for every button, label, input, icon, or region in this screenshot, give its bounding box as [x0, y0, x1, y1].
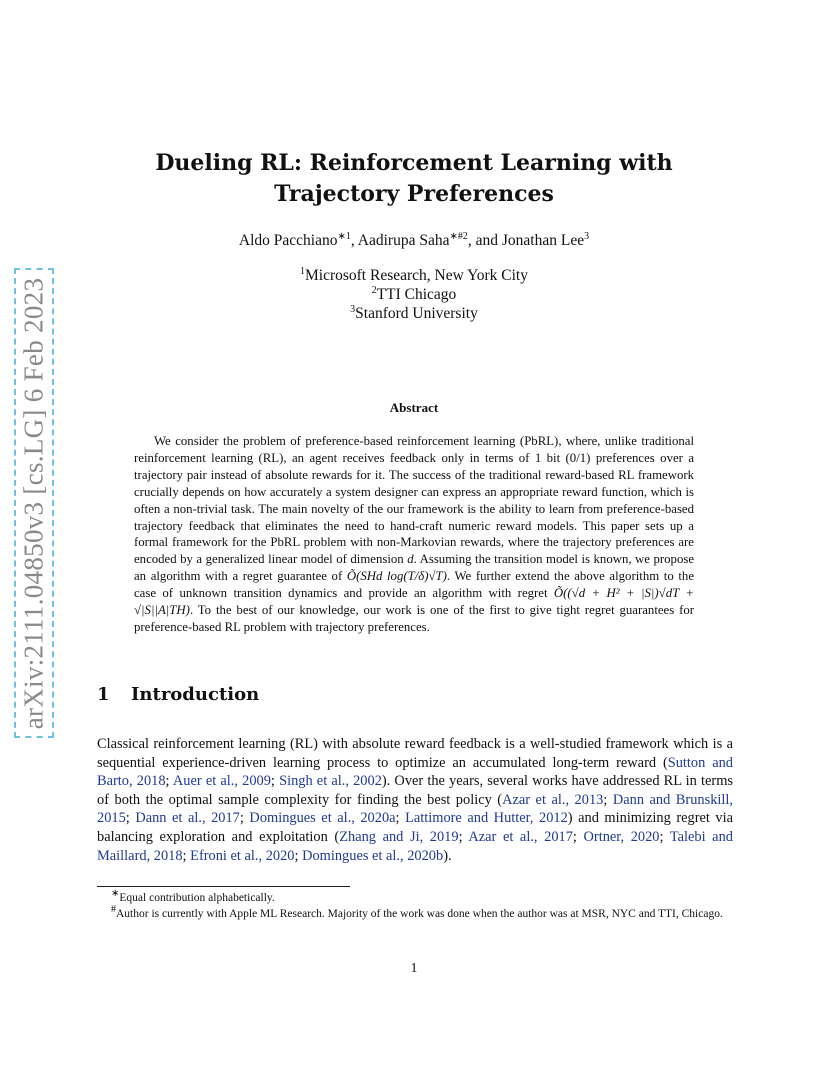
citation-link[interactable]: Efroni et al., 2020	[190, 847, 295, 864]
author-name: Aldo Pacchiano	[238, 232, 338, 249]
citation-link[interactable]: Azar et al., 2017	[468, 828, 573, 845]
section-number: 1	[97, 684, 110, 705]
author-separator: , and	[467, 232, 502, 249]
abstract-text: . To the best of our knowledge, our work is one of the first to give tight regret guarantees for preference-based RL problem with trajectory preferences.	[134, 603, 694, 634]
author-separator: ,	[350, 232, 358, 249]
citation-link[interactable]: Dann and Brunskill, 2015	[97, 791, 733, 827]
author-mark: ∗1	[337, 230, 351, 242]
section-heading	[97, 684, 259, 705]
affiliation-number: 3	[350, 303, 356, 315]
citation-link[interactable]: Dann et al., 2017	[135, 810, 240, 827]
arxiv-watermark	[14, 268, 54, 738]
footnote-2	[97, 903, 733, 923]
dimension-symbol: d	[407, 552, 414, 567]
section-title: Introduction	[131, 684, 260, 705]
citation-link[interactable]: Zhang and Ji, 2019	[339, 828, 459, 845]
author-mark: 3	[584, 230, 590, 242]
abstract-heading: Abstract	[389, 400, 439, 415]
affiliation-name: Stanford University	[355, 305, 478, 322]
footnote-mark: ∗	[111, 888, 120, 900]
abstract-body	[134, 433, 694, 636]
citation-link[interactable]: Azar et al., 2013	[502, 791, 604, 808]
citation-link[interactable]: Auer et al., 2009	[172, 773, 271, 790]
footnote-1	[97, 888, 733, 907]
author-mark: ∗#2	[449, 230, 468, 242]
abstract-text: . We further extend the above algorithm to the case of unknown transition dynamics and provide an algorithm with regret	[134, 569, 694, 601]
abstract-text: We consider the problem of preference-based reinforcement learning (PbRL), where, unlike traditional reinforcement learning (RL), an agent receives feedback only in terms of 1 bit (0/1) preferences over a trajectory pair instead of absolute rewards for it. The success of the traditional reward-based RL framework crucially depends on how accurately a system designer can express an appropriate reward function, which is often a non-trivial task. The main novelty of the our framework is the ability to learn from preference-based trajectory feedback that eliminates the need to hand-craft numeric reward models. This paper sets up a formal framework for the PbRL problem with non-Markovian rewards, where the trajectory preferences are encoded by a generalized linear model of dimension	[134, 434, 694, 567]
intro-text: Classical reinforcement learning (RL) with absolute reward feedback is a well-studied framework which is a sequential experience-driven learning process to optimize an accumulated long-term reward (	[97, 736, 733, 771]
affiliation	[0, 285, 828, 304]
citation-link[interactable]: Talebi and Maillard, 2018	[97, 828, 733, 864]
citation-link[interactable]: Domingues et al., 2020b	[302, 847, 444, 864]
affiliation	[0, 304, 828, 323]
title-line-1: Dueling RL: Reinforcement Learning with	[155, 150, 673, 176]
paper-title	[0, 148, 828, 210]
regret-bound-unknown: Õ((√d + H² + |S|)√dT + √|S||A|TH)	[134, 586, 694, 618]
citation-link[interactable]: Ortner, 2020	[583, 828, 660, 845]
page-number: 1	[410, 961, 418, 976]
abstract-text: . Assuming the transition model is known, we propose an algorithm with a regret guarantee of	[134, 552, 694, 584]
affiliation-number: 1	[299, 265, 305, 277]
intro-text: ) and minimizing regret via balancing exploration and exploitation (	[97, 810, 733, 845]
title-line-2: Trajectory Preferences	[274, 181, 554, 207]
author-list	[0, 232, 828, 250]
affiliation-name: Microsoft Research, New York City	[304, 267, 528, 284]
regret-bound-known: Õ(SHd log(T/δ)√T)	[346, 569, 447, 584]
footnote-text: Author is currently with Apple ML Research. Majority of the work was done when the author was at MSR, NYC and TTI, Chicago.	[116, 907, 723, 920]
affiliation	[0, 266, 828, 285]
author-name: Aadirupa Saha	[357, 232, 450, 249]
citation-link[interactable]: Sutton and Barto, 2018	[97, 754, 733, 790]
citation-link[interactable]: Lattimore and Hutter, 2012	[405, 810, 568, 827]
footnotes	[97, 888, 733, 922]
citation-link[interactable]: Domingues et al., 2020a	[249, 810, 396, 827]
citation-link[interactable]: Singh et al., 2002	[279, 773, 382, 790]
affiliation-name: TTI Chicago	[376, 286, 457, 303]
affiliations	[0, 266, 828, 323]
intro-text: ). Over the years, several works have addressed RL in terms of both the optimal sample complexity for finding the best policy (	[97, 773, 733, 808]
arxiv-id-text: arXiv:2111.04850v3 [cs.LG] 6 Feb 2023	[18, 277, 49, 729]
affiliation-number: 2	[371, 284, 377, 296]
intro-text: ).	[443, 847, 452, 864]
footnote-mark: #	[111, 903, 116, 915]
intro-paragraph: Classical reinforcement learning (RL) with absolute reward feedback is a well-studied framework which is a sequential experience-driven learning process to optimize an accumulated long-term reward (Sutton and Barto, 2018; Auer et al., 2009; Singh et al., 2002). Over the years, several works have addressed RL in terms of both the optimal sample complexity for finding the best policy (Azar et al., 2013; Dann and Brunskill, 2015; Dann et al., 2017; Domingues et al., 2020a; Lattimore and Hutter, 2012) and minimizing regret via balancing exploration and exploitation (Zhang and Ji, 2019; Azar et al., 2017; Ortner, 2020; Talebi and Maillard, 2018; Efroni et al., 2020; Domingues et al., 2020b).	[97, 736, 733, 864]
footnote-text: Equal contribution alphabetically.	[119, 892, 275, 904]
author-name: Jonathan Lee	[501, 232, 585, 249]
footnote-rule	[97, 886, 350, 887]
